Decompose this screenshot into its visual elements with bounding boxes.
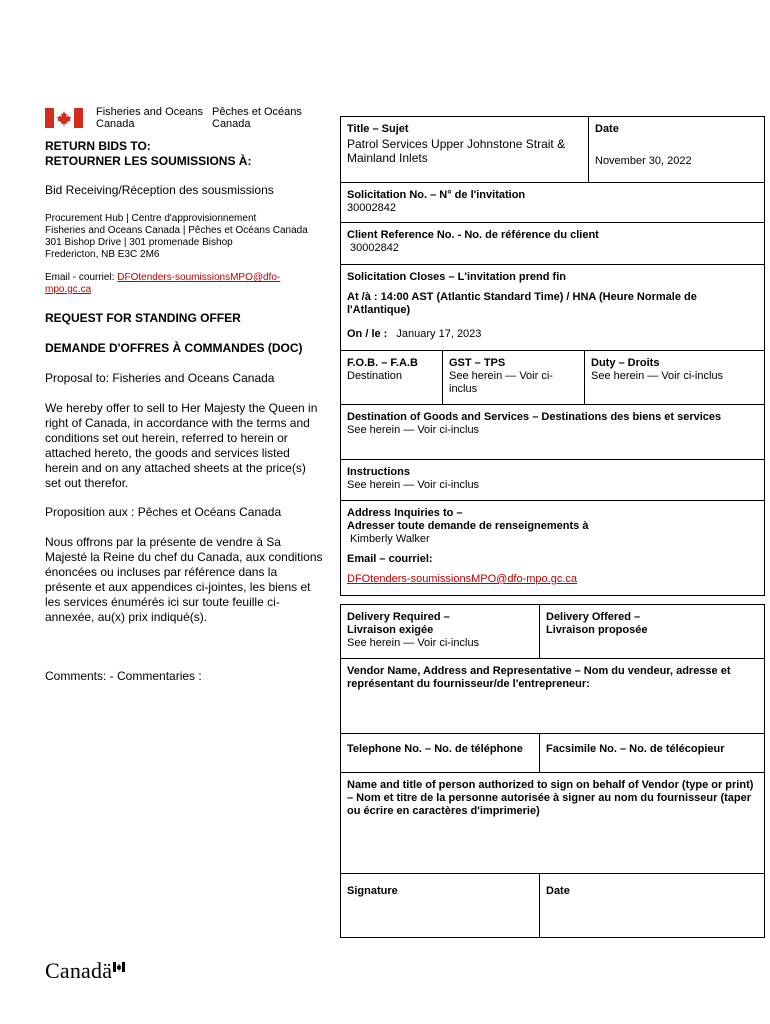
email-link[interactable]: DFOtenders-soumissionsMPO@dfo- (117, 272, 281, 283)
request-title-en: REQUEST FOR STANDING OFFER (45, 311, 241, 325)
gst-label: GST – TPS (449, 357, 506, 369)
solicitation-row (341, 183, 764, 223)
signature-cell[interactable] (341, 874, 539, 937)
fob-cell (341, 351, 442, 404)
inquiries-row (341, 501, 764, 595)
facsimile-cell[interactable] (539, 734, 764, 772)
procurement-address (45, 213, 323, 261)
closes-on-value: January 17, 2023 (396, 328, 482, 340)
department-name-en (96, 106, 203, 130)
delivery-offered-label-fr: Livraison proposée (546, 624, 648, 636)
vendor-label: Vendor Name, Address and Representative – Nom du vendeur, adresse et représentant du fournisseur/de l'entrepreneur: (347, 665, 731, 690)
phone-fax-row (341, 734, 764, 773)
client-ref-value: 30002842 (350, 242, 399, 254)
inquiries-name: Kimberly Walker (350, 533, 430, 545)
duty-cell (584, 351, 764, 404)
offer-text-en: We hereby offer to sell to Her Majesty the Queen in right of Canada, in accordance with the terms and conditions set out herein, referred to herein or attached hereto, the goods and services listed herein and on any attached sheets at the price(s) set out therefor. (45, 401, 318, 490)
email-block (45, 272, 323, 296)
destination-row (341, 405, 764, 460)
wordmark-flag-icon (113, 962, 125, 972)
client-ref-label: Client Reference No. - No. de référence du client (347, 229, 599, 241)
return-bids-fr: RETOURNER LES SOUMISSIONS À: (45, 154, 252, 168)
proposal-fr: Proposition aux : Pêches et Océans Canada (45, 505, 282, 519)
gst-value: See herein — Voir ci-inclus (449, 370, 553, 395)
facsimile-label: Facsimile No. – No. de télécopieur (546, 743, 725, 755)
delivery-required-cell (341, 605, 539, 658)
authorized-row[interactable] (341, 773, 764, 874)
vendor-row[interactable] (341, 659, 764, 734)
closes-time: At /à : 14:00 AST (Atlantic Standard Time) / HNA (Heure Normale de l'Atlantique) (347, 291, 697, 316)
delivery-offered-cell[interactable] (539, 605, 764, 658)
proposal-en: Proposal to: Fisheries and Oceans Canada (45, 371, 275, 385)
delivery-row (341, 605, 764, 659)
fob-value: Destination (347, 370, 403, 382)
inquiries-email-label: Email – courriel: (347, 553, 433, 565)
title-date-row (341, 117, 764, 183)
inquiries-label-1: Address Inquiries to – (347, 507, 463, 519)
closes-on-label: On / le : (347, 328, 391, 340)
solicitation-value: 30002842 (347, 202, 396, 214)
address-line: Fredericton, NB E3C 2M6 (45, 249, 160, 260)
authorized-label: Name and title of person authorized to sign on behalf of Vendor (type or print) – Nom et titre de la personne autorisée à signer au nom du fournisseur (taper ou écrire en caractères d'imprimerie) (347, 779, 754, 817)
signature-label: Signature (347, 885, 398, 897)
fob-gst-duty-row (341, 351, 764, 405)
canada-wordmark (45, 958, 125, 984)
client-ref-row (341, 223, 764, 265)
return-bids-heading (45, 139, 323, 169)
delivery-offered-label: Delivery Offered – (546, 611, 641, 623)
delivery-required-label: Delivery Required – (347, 611, 450, 623)
date-value: November 30, 2022 (595, 155, 692, 167)
wordmark-text: Canadä (45, 958, 113, 983)
dept-fr-line1: Pêches et Océans (212, 106, 302, 118)
instructions-label: Instructions (347, 466, 410, 478)
signature-date-label: Date (546, 885, 570, 897)
delivery-required-label-fr: Livraison exigée (347, 624, 434, 636)
title-value: Patrol Services Upper Johnstone Strait & Mainland Inlets (347, 137, 566, 165)
fob-label: F.O.B. – F.A.B (347, 357, 418, 369)
instructions-row (341, 460, 764, 501)
dept-en-line1: Fisheries and Oceans (96, 106, 203, 118)
title-label: Title – Sujet (347, 123, 409, 135)
offer-text-fr: Nous offrons par la présente de vendre à Sa Majesté la Reine du chef du Canada, aux conditions énoncées ou incluses par référence dans la présente et aux appendices ci-jointes, les biens et les services énumérés ici sur toute feuille ci-annexée, au(x) prix indiqué(s). (45, 535, 323, 624)
solicitation-form (340, 116, 765, 596)
dept-en-line2: Canada (96, 118, 135, 130)
solicitation-label: Solicitation No. – N° de l'invitation (347, 189, 526, 201)
signature-date-cell[interactable] (539, 874, 764, 937)
telephone-cell[interactable] (341, 734, 539, 772)
request-title-fr: DEMANDE D'OFFRES À COMMANDES (DOC) (45, 341, 303, 355)
return-bids-en: RETURN BIDS TO: (45, 139, 151, 153)
gst-cell (442, 351, 584, 404)
comments-label: Comments: - Commentaries : (45, 669, 202, 683)
date-cell (588, 117, 764, 182)
closes-label: Solicitation Closes – L'invitation prend fin (347, 271, 566, 283)
dept-fr-line2: Canada (212, 118, 251, 130)
instructions-value: See herein — Voir ci-inclus (347, 479, 480, 491)
inquiries-label-2: Adresser toute demande de renseignements à (347, 520, 589, 532)
title-cell (341, 117, 588, 182)
destination-label: Destination of Goods and Services – Destinations des biens et services (347, 411, 722, 423)
delivery-required-value: See herein — Voir ci-inclus (347, 637, 480, 649)
duty-label: Duty – Droits (591, 357, 660, 369)
signature-row (341, 874, 764, 937)
canada-flag-icon (45, 108, 83, 128)
department-name-fr (212, 106, 302, 130)
destination-value: See herein — Voir ci-inclus (347, 424, 480, 436)
email-link-cont[interactable]: mpo.gc.ca (45, 284, 92, 295)
bid-receiving: Bid Receiving/Réception des sousmissions (45, 183, 274, 197)
inquiries-email-link[interactable]: DFOtenders-soumissionsMPO@dfo-mpo.gc.ca (347, 573, 578, 585)
vendor-form (340, 604, 765, 938)
date-label: Date (595, 123, 619, 135)
email-label: Email - courriel: (45, 272, 118, 283)
address-line: Fisheries and Oceans Canada | Pêches et Océans Canada (45, 225, 308, 236)
address-line: 301 Bishop Drive | 301 promenade Bishop (45, 237, 233, 248)
address-line: Procurement Hub | Centre d'approvisionnement (45, 213, 257, 224)
duty-value: See herein — Voir ci-inclus (591, 370, 724, 382)
closes-on (347, 324, 758, 342)
closing-row (341, 265, 764, 351)
telephone-label: Telephone No. – No. de téléphone (347, 743, 523, 755)
